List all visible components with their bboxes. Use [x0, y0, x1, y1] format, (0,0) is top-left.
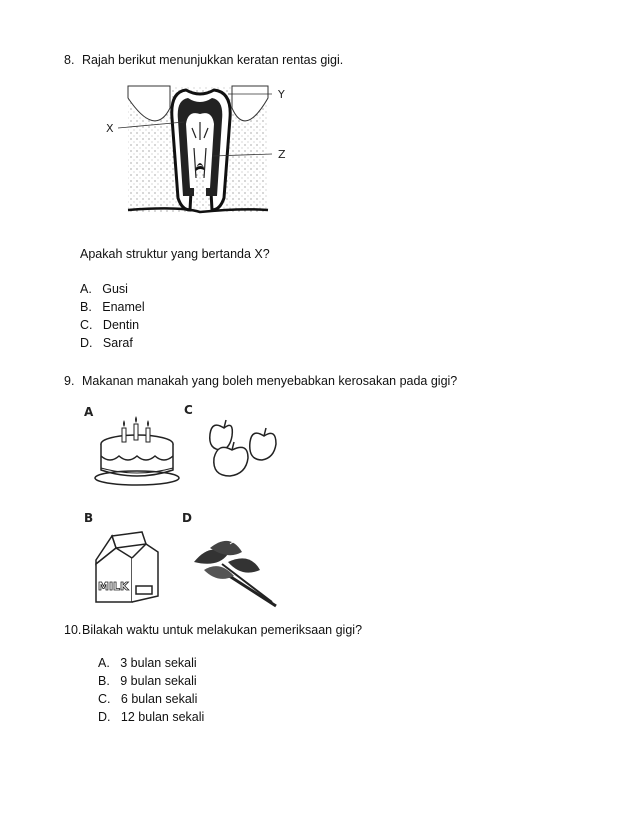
- option-letter: D.: [98, 710, 111, 724]
- q8-option-c[interactable]: [80, 317, 145, 335]
- q10-option-c[interactable]: [98, 691, 204, 709]
- choice-d-letter: D: [182, 511, 192, 525]
- cake-icon: [95, 416, 179, 485]
- choice-a-cake[interactable]: [82, 402, 192, 492]
- q10-option-d[interactable]: [98, 709, 204, 727]
- option-letter: C.: [80, 318, 93, 332]
- choice-b-letter: B: [84, 511, 94, 525]
- option-text: Saraf: [102, 336, 133, 350]
- option-text: Gusi: [102, 282, 128, 296]
- option-letter: D.: [80, 336, 93, 350]
- option-letter: A.: [98, 656, 110, 670]
- choice-d-vegetables[interactable]: [180, 508, 290, 608]
- q8-prompt: Apakah struktur yang bertanda X?: [80, 247, 270, 261]
- q8-number: 8.: [64, 53, 75, 67]
- option-letter: B.: [80, 300, 92, 314]
- q10-option-a[interactable]: [98, 655, 204, 673]
- choice-c-letter: C: [184, 403, 193, 417]
- option-text: Dentin: [102, 318, 140, 332]
- q8-option-b[interactable]: [80, 299, 145, 317]
- option-text: 9 bulan sekali: [120, 674, 197, 688]
- q10-text: Bilakah waktu untuk melakukan pemeriksaan gigi?: [82, 623, 363, 637]
- option-letter: C.: [98, 692, 111, 706]
- q8-text: Rajah berikut menunjukkan keratan rentas gigi.: [82, 53, 344, 67]
- q10-options: [98, 655, 204, 727]
- choice-c-apples[interactable]: [182, 398, 292, 478]
- option-letter: B.: [98, 674, 110, 688]
- option-letter: A.: [80, 282, 92, 296]
- option-text: 3 bulan sekali: [120, 656, 197, 670]
- q10-number: 10.: [64, 623, 82, 637]
- q10-option-b[interactable]: [98, 673, 204, 691]
- label-z: Z: [278, 148, 286, 161]
- vegetables-icon: [194, 541, 276, 606]
- tooth-cross-section-diagram: [100, 78, 300, 218]
- label-y: Y: [278, 88, 285, 101]
- label-x: X: [106, 122, 114, 135]
- choice-a-letter: A: [84, 405, 94, 419]
- milk-label: MILK: [98, 580, 129, 593]
- q9-text: Makanan manakah yang boleh menyebabkan kerosakan pada gigi?: [82, 374, 458, 388]
- q8-option-d[interactable]: [80, 335, 145, 353]
- q8-options: [80, 281, 145, 353]
- option-text: Enamel: [102, 300, 145, 314]
- q8-option-a[interactable]: [80, 281, 145, 299]
- choice-b-milk[interactable]: [82, 508, 192, 608]
- apples-icon: [210, 420, 276, 476]
- option-text: 6 bulan sekali: [120, 692, 198, 706]
- q9-number: 9.: [64, 374, 75, 388]
- option-text: 12 bulan sekali: [120, 710, 205, 724]
